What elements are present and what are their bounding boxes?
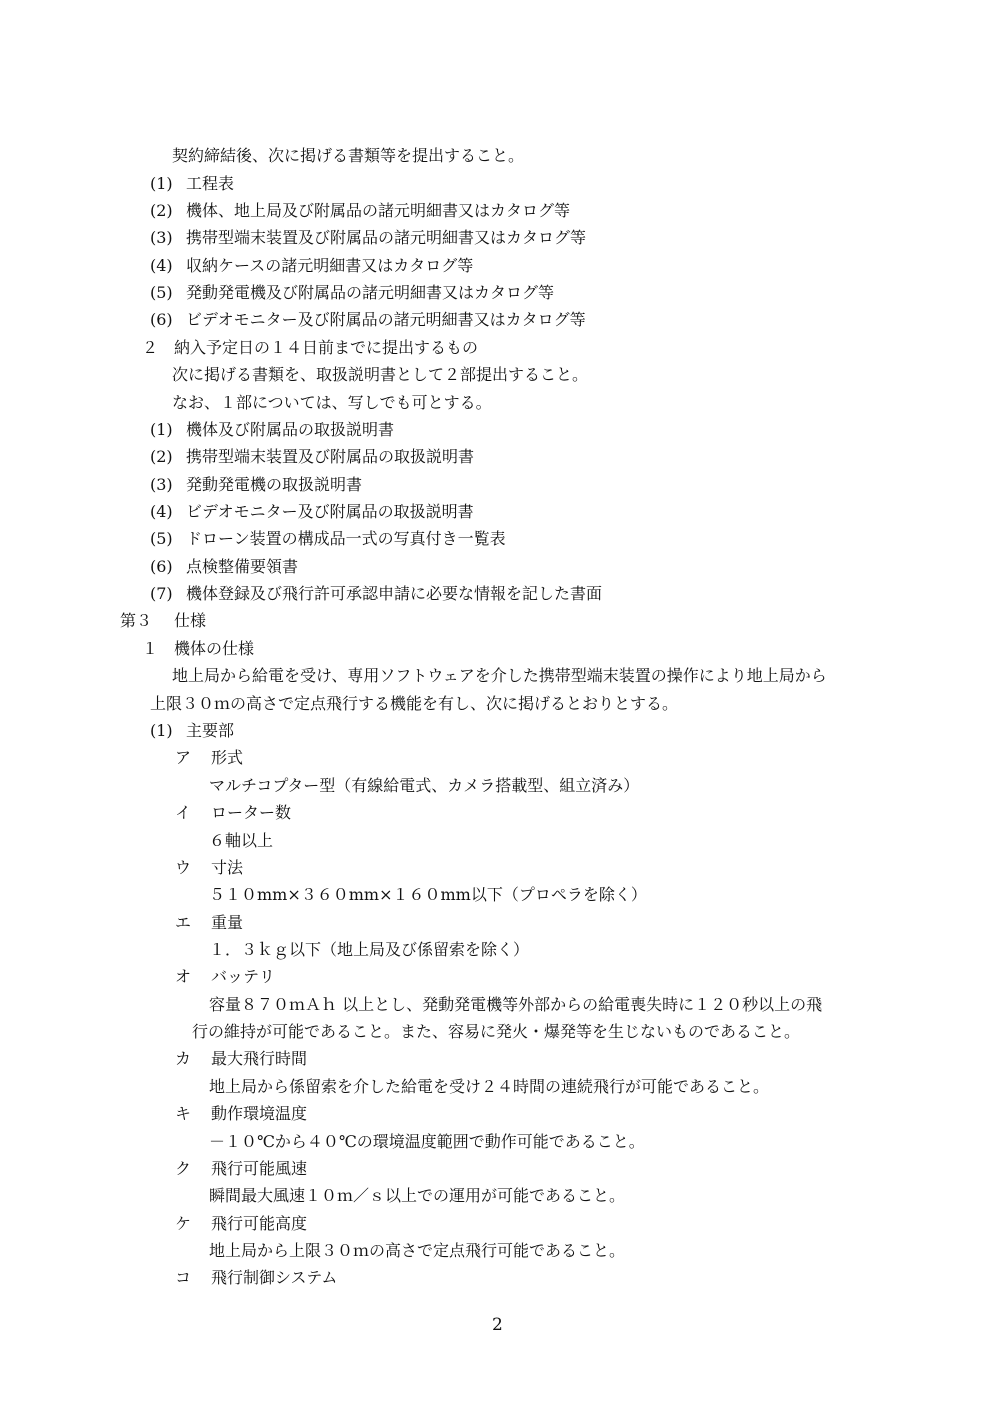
item-text: 工程表 xyxy=(186,174,235,193)
list-item xyxy=(150,312,586,328)
paragraph: ６軸以上 xyxy=(209,831,274,850)
item-text: 携帯型端末装置及び附属品の取扱説明書 xyxy=(186,447,475,466)
chapter-heading xyxy=(120,613,206,629)
item-number: (6) xyxy=(150,557,173,576)
page-number: 2 xyxy=(492,1315,503,1335)
section-title: 機体の仕様 xyxy=(174,639,255,658)
sub-item xyxy=(175,860,243,876)
list-item xyxy=(150,586,602,602)
item-text: 発動発電機の取扱説明書 xyxy=(186,475,363,494)
item-text: ビデオモニター及び附属品の諸元明細書又はカタログ等 xyxy=(186,310,586,329)
item-text: 点検整備要領書 xyxy=(186,557,299,576)
item-number: (4) xyxy=(150,256,173,275)
item-text: 機体登録及び飛行許可承認申請に必要な情報を記した書面 xyxy=(186,584,603,603)
item-number: (5) xyxy=(150,283,173,302)
list-item xyxy=(150,203,570,219)
sub-item-marker: ク xyxy=(175,1159,192,1178)
paragraph: ５１０mm×３６０mm×１６０mm以下（プロペラを除く） xyxy=(209,885,647,904)
item-number: (2) xyxy=(150,201,173,220)
sub-item-marker: コ xyxy=(175,1268,192,1287)
sub-item-title: バッテリ xyxy=(211,967,276,986)
sub-item-title: 飛行制御システム xyxy=(211,1268,338,1287)
item-text: 機体及び附属品の取扱説明書 xyxy=(186,420,395,439)
section-number: ２ xyxy=(142,338,159,357)
sub-item-marker: キ xyxy=(175,1104,192,1123)
paragraph: マルチコプター型（有線給電式、カメラ搭載型、組立済み） xyxy=(209,776,640,795)
sub-item xyxy=(175,969,275,985)
item-text: 機体、地上局及び附属品の諸元明細書又はカタログ等 xyxy=(186,201,571,220)
paragraph: 上限３０ｍの高さで定点飛行する機能を有し、次に掲げるとおりとする。 xyxy=(150,694,679,713)
item-text: 携帯型端末装置及び附属品の諸元明細書又はカタログ等 xyxy=(186,228,587,247)
sub-item xyxy=(175,1106,307,1122)
sub-item-marker: ウ xyxy=(175,858,192,877)
chapter-number: 第３ xyxy=(120,611,153,630)
sub-item-marker: エ xyxy=(175,913,192,932)
list-item xyxy=(150,504,474,520)
paragraph: 地上局から給電を受け、専用ソフトウェアを介した携帯型端末装置の操作により地上局から xyxy=(172,666,827,685)
sub-item-marker: カ xyxy=(175,1049,192,1068)
sub-item xyxy=(175,750,243,766)
paragraph: 容量８７０ｍＡｈ 以上とし、発動発電機等外部からの給電喪失時に１２０秒以上の飛 xyxy=(209,995,823,1014)
section-number: １ xyxy=(142,639,159,658)
paragraph: －１０℃から４０℃の環境温度範囲で動作可能であること。 xyxy=(209,1132,645,1151)
paragraph: 次に掲げる書類を、取扱説明書として２部提出すること。 xyxy=(172,365,589,384)
item-number: (1) xyxy=(150,721,173,740)
paragraph: 契約締結後、次に掲げる書類等を提出すること。 xyxy=(172,146,525,165)
item-number: (1) xyxy=(150,420,173,439)
sub-item xyxy=(175,1161,307,1177)
paragraph: 行の維持が可能であること。また、容易に発火・爆発等を生じないものであること。 xyxy=(192,1022,801,1041)
list-item xyxy=(150,176,234,192)
sub-item-title: 飛行可能高度 xyxy=(211,1214,308,1233)
paragraph: 地上局から係留索を介した給電を受け２４時間の連続飛行が可能であること。 xyxy=(209,1077,770,1096)
item-number: (5) xyxy=(150,529,173,548)
chapter-title: 仕様 xyxy=(174,611,207,630)
item-number: (6) xyxy=(150,310,173,329)
list-item xyxy=(150,559,298,575)
list-item xyxy=(150,258,473,274)
list-item xyxy=(150,723,234,739)
item-text: 収納ケースの諸元明細書又はカタログ等 xyxy=(186,256,474,275)
section-heading xyxy=(142,340,478,356)
sub-item-title: 寸法 xyxy=(211,858,244,877)
paragraph: なお、１部については、写しでも可とする。 xyxy=(172,393,492,412)
sub-item-title: 飛行可能風速 xyxy=(211,1159,308,1178)
sub-item-title: 動作環境温度 xyxy=(211,1104,308,1123)
item-text: 主要部 xyxy=(186,721,235,740)
sub-item-marker: オ xyxy=(175,967,192,986)
paragraph: 地上局から上限３０ｍの高さで定点飛行可能であること。 xyxy=(209,1241,626,1260)
sub-item-title: 最大飛行時間 xyxy=(211,1049,308,1068)
sub-item-marker: ア xyxy=(175,748,192,767)
item-number: (2) xyxy=(150,447,173,466)
list-item xyxy=(150,449,474,465)
list-item xyxy=(150,531,506,547)
sub-item xyxy=(175,805,291,821)
item-number: (3) xyxy=(150,228,173,247)
list-item xyxy=(150,477,362,493)
paragraph: 瞬間最大風速１０ｍ／ｓ以上での運用が可能であること。 xyxy=(209,1186,626,1205)
list-item xyxy=(150,422,394,438)
sub-item-title: 重量 xyxy=(211,913,244,932)
sub-item-title: ローター数 xyxy=(211,803,292,822)
sub-item-marker: ケ xyxy=(175,1214,192,1233)
item-number: (1) xyxy=(150,174,173,193)
item-number: (7) xyxy=(150,584,173,603)
sub-item xyxy=(175,1216,307,1232)
section-title: 納入予定日の１４日前までに提出するもの xyxy=(174,338,479,357)
item-text: ドローン装置の構成品一式の写真付き一覧表 xyxy=(186,529,506,548)
item-text: 発動発電機及び附属品の諸元明細書又はカタログ等 xyxy=(186,283,555,302)
sub-item-title: 形式 xyxy=(211,748,244,767)
list-item xyxy=(150,285,554,301)
sub-item xyxy=(175,915,243,931)
list-item xyxy=(150,230,586,246)
sub-item xyxy=(175,1051,307,1067)
section-heading xyxy=(142,641,254,657)
item-text: ビデオモニター及び附属品の取扱説明書 xyxy=(186,502,474,521)
item-number: (3) xyxy=(150,475,173,494)
sub-item-marker: イ xyxy=(175,803,192,822)
item-number: (4) xyxy=(150,502,173,521)
sub-item xyxy=(175,1270,337,1286)
paragraph: １．３ｋｇ以下（地上局及び係留索を除く） xyxy=(209,940,530,959)
